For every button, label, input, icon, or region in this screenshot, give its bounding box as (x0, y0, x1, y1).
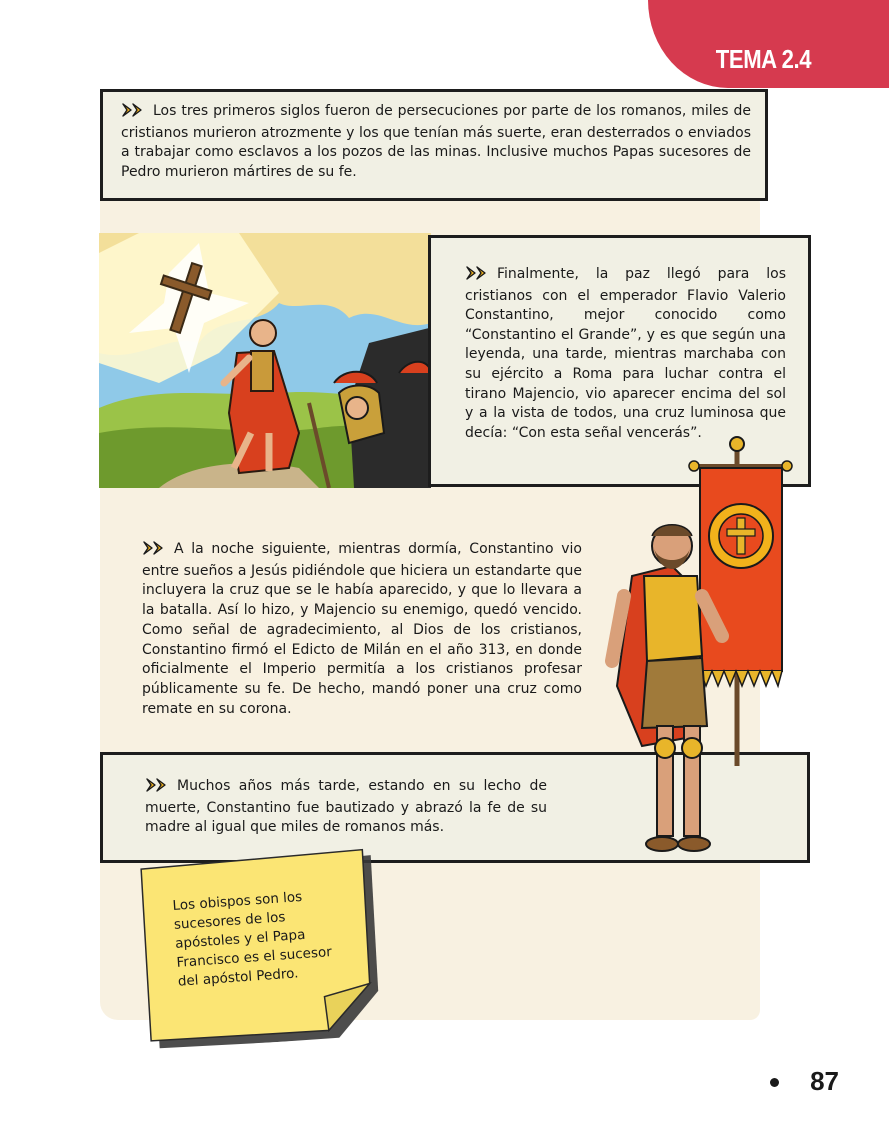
paragraph-constantine-vision: Finalmente, la paz llegó para los cristianos con el emperador Flavio Valerio Constantino, mejor conocido como “Constantino el Grande”, y es que según una leyenda, una tarde, mientras marchaba con su ejército a Roma para luchar contra el tirano Majencio, vio aparecer encima del sol y a la vista de todos, una cruz luminosa que decía: “Con esta señal vencerás”. (465, 266, 786, 441)
double-arrow-icon (142, 541, 168, 562)
paragraph-baptism: Muchos años más tarde, estando en su lecho de muerte, Constantino fue bautizado y abrazó la fe de su madre al igual que miles de romanos más. (145, 778, 547, 835)
sticky-note-text: Los obispos son los sucesores de los apóstoles y el Papa Francisco es el sucesor del apóstol Pedro. (172, 888, 333, 990)
topic-label: TEMA 2.4 (715, 44, 811, 74)
text-box-persecutions (100, 89, 768, 201)
constantine-vision-illustration (99, 233, 431, 488)
page-number: 87 (810, 1066, 839, 1096)
paragraph-edict-of-milan: A la noche siguiente, mientras dormía, Constantino vio entre sueños a Jesús pidiéndole que hiciera un estandarte que incluyera la cruz que se le había aparecido, y que lo llevara a la batalla. Así lo hizo, y Majencio su enemigo, quedó vencido. Como señal de agradecimiento, al Dios de los cristianos, Constantino firmó el Edicto de Milán en el año 313, en donde oficialmente el Imperio permitía a los cristianos profesar públicamente su fe. De hecho, mandó poner una cruz como remate en su corona. (142, 541, 582, 717)
text-block-edict-of-milan (142, 540, 582, 719)
paragraph-persecutions: Los tres primeros siglos fueron de persecuciones por parte de los romanos, miles de cristianos murieron atrozmente y los que tenían más suerte, eran desterrados o enviados a trabajar como esclavos a los pozos de las minas. Inclusive muchos Papas sucesores de Pedro murieron mártires de su fe. (121, 103, 751, 180)
double-arrow-icon (121, 103, 147, 124)
double-arrow-icon (465, 266, 491, 287)
constantine-banner-illustration (602, 436, 802, 862)
double-arrow-icon (145, 778, 171, 799)
page-number-bullet (770, 1078, 779, 1087)
